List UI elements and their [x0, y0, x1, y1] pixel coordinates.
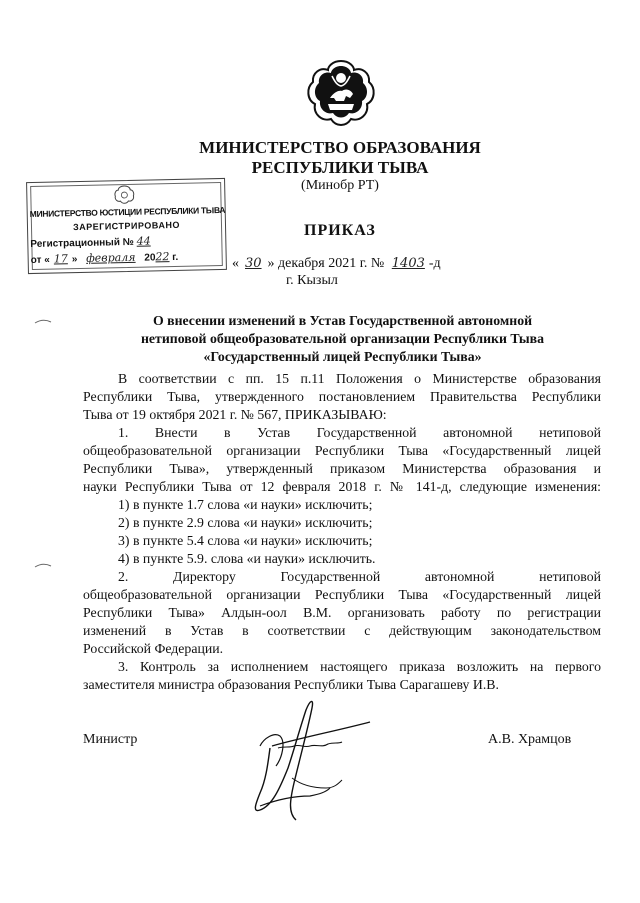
order-number-suffix: -д	[428, 256, 441, 271]
ministry-name-line2: РЕСПУБЛИКИ ТЫВА	[251, 158, 429, 177]
body-item2: 2) в пункте 2.9 слова «и науки» исключить;	[118, 515, 373, 530]
registration-stamp	[26, 178, 227, 274]
body-p2-line2: общеобразовательной организации Республики Тыва «Государственный лицей	[83, 443, 601, 458]
order-number: 1403	[391, 256, 425, 271]
stamp-date-day: 17	[53, 252, 68, 266]
subject-line2: нетиповой общеобразовательной организации Республики Тыва	[140, 331, 545, 346]
stamp-date-suffix: г.	[169, 251, 179, 264]
body-p4-line2: заместителя министра образования Республики Тыва Сарагашеву И.В.	[83, 677, 499, 692]
ministry-abbreviation: (Минобр РТ)	[301, 178, 379, 193]
order-body	[83, 370, 601, 694]
stamp-registered-line: ЗАРЕГИСТРИРОВАНО	[72, 219, 180, 233]
body-p2-line1: 1. Внести в Устав Государственной автономной нетиповой	[118, 425, 601, 440]
emblem-icon	[306, 58, 376, 128]
margin-mark	[34, 318, 52, 324]
body-p4-line1: 3. Контроль за исполнением настоящего приказа возложить на первого	[118, 659, 601, 674]
stamp-date-year-prefix: 20	[144, 252, 156, 264]
subject-line3: «Государственный лицей Республики Тыва»	[203, 349, 482, 364]
body-p1-line3: Тыва от 19 октября 2021 г. № 567, ПРИКАЗЫВАЮ:	[83, 407, 387, 422]
order-title: ПРИКАЗ	[304, 222, 376, 239]
stamp-crest-icon	[113, 185, 135, 205]
body-item1: 1) в пункте 1.7 слова «и науки» исключить;	[118, 497, 373, 512]
stamp-reg-number: 44	[136, 234, 151, 248]
order-date-open: «	[232, 256, 239, 271]
stamp-date-sep: »	[71, 254, 78, 266]
body-item4: 4) в пункте 5.9. слова «и науки» исключить.	[118, 551, 376, 566]
handwritten-signature	[230, 688, 380, 838]
order-date-day: 30	[245, 256, 262, 271]
body-p2-line3: Республики Тыва», утвержденный приказом Министерства образования и	[83, 461, 601, 476]
body-p3-line2: общеобразовательной организации Республики Тыва «Государственный лицей	[83, 587, 601, 602]
body-item3: 3) в пункте 5.4 слова «и науки» исключить;	[118, 533, 373, 548]
signatory-name: А.В. Храмцов	[488, 732, 572, 747]
signatory-position: Министр	[83, 732, 138, 747]
stamp-reg-label: Регистрационный №	[30, 236, 134, 251]
stamp-date-month: февраля	[85, 250, 136, 265]
body-p1-line1: В соответствии с пп. 15 п.11 Положения о Министерстве образования	[118, 371, 601, 386]
stamp-registration-number	[30, 234, 151, 250]
stamp-ministry-line: МИНИСТЕРСТВО ЮСТИЦИИ РЕСПУБЛИКИ ТЫВА	[29, 204, 226, 220]
subject-line1: О внесении изменений в Устав Государственной автономной	[152, 313, 533, 328]
body-p3-line1: 2. Директору Государственной автономной нетиповой	[118, 569, 601, 584]
stamp-date-year: 22	[155, 250, 170, 264]
order-city: г. Кызыл	[286, 273, 338, 288]
order-date-rest: » декабря 2021 г. №	[267, 256, 385, 271]
body-p3-line5: Российской Федерации.	[83, 641, 224, 656]
ministry-name-line1: МИНИСТЕРСТВО ОБРАЗОВАНИЯ	[199, 138, 481, 157]
margin-mark	[34, 562, 52, 568]
stamp-date-prefix: от «	[30, 254, 50, 267]
body-p3-line3: Республики Тыва» Алдын-оол В.М. организовать работу по регистрации	[83, 605, 601, 620]
body-p3-line4: изменений в Устав в соответствии с действующим законодательством	[83, 623, 601, 638]
body-p2-line4: науки Республики Тыва от 12 февраля 2018 г. № 141-д, следующие изменения:	[83, 479, 601, 494]
body-p1-line2: Республики Тыва, утвержденного постановлением Правительства Республики	[83, 389, 601, 404]
order-date-line	[232, 256, 441, 272]
